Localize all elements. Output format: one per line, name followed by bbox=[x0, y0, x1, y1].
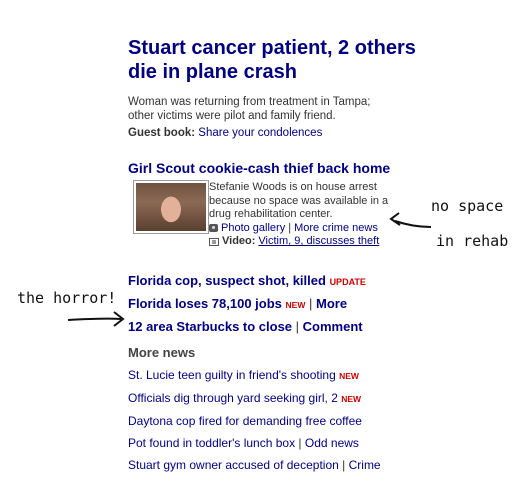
girl-scout-story bbox=[209, 181, 409, 249]
annotation-horror: the horror! bbox=[17, 289, 117, 307]
news-link[interactable]: Pot found in toddler's lunch box bbox=[128, 436, 296, 450]
more-link[interactable]: More bbox=[316, 296, 348, 311]
separator: | bbox=[288, 221, 292, 234]
list-item bbox=[128, 387, 381, 410]
more-news-list bbox=[128, 364, 381, 476]
video-label: Video: bbox=[222, 235, 256, 247]
separator: | bbox=[295, 319, 300, 334]
story-photo[interactable] bbox=[133, 180, 209, 234]
lead-headline[interactable]: Stuart cancer patient, 2 others die in plane crash bbox=[128, 37, 416, 83]
separator: | bbox=[298, 436, 302, 450]
more-crime-news-link[interactable]: More crime news bbox=[294, 221, 378, 234]
news-link[interactable]: St. Lucie teen guilty in friend's shooting bbox=[128, 368, 336, 382]
guestbook-line bbox=[128, 127, 322, 139]
video-icon bbox=[209, 238, 219, 246]
guestbook-link[interactable]: Share your condolences bbox=[198, 127, 323, 139]
girl-scout-headline[interactable]: Girl Scout cookie-cash thief back home bbox=[128, 160, 391, 176]
list-item bbox=[128, 454, 381, 476]
girl-scout-summary: Stefanie Woods is on house arrest because no space was available in a drug rehabilitation center. bbox=[209, 181, 389, 220]
headline-link[interactable]: Florida loses 78,100 jobs bbox=[128, 296, 282, 311]
crime-link[interactable]: Crime bbox=[348, 458, 381, 472]
lead-summary: Woman was returning from treatment in Tampa; other victims were pilot and family friend. bbox=[128, 96, 371, 122]
comment-link[interactable]: Comment bbox=[302, 319, 363, 334]
list-item bbox=[128, 432, 381, 454]
news-link[interactable]: Officials dig through yard seeking girl, 2 bbox=[128, 391, 338, 405]
headline-item bbox=[128, 270, 366, 293]
news-link[interactable]: Daytona cop fired for demanding free coffee bbox=[128, 414, 362, 428]
update-badge: UPDATE bbox=[329, 277, 366, 287]
headline-link[interactable]: Florida cop, suspect shot, killed bbox=[128, 273, 326, 288]
annotation-arrow-left bbox=[66, 308, 128, 328]
headline-item bbox=[128, 316, 366, 337]
new-badge: NEW bbox=[339, 371, 359, 381]
woman-portrait-image bbox=[136, 183, 206, 231]
guestbook-label: Guest book: bbox=[128, 127, 196, 139]
news-link[interactable]: Stuart gym owner accused of deception bbox=[128, 458, 339, 472]
headline-item bbox=[128, 293, 366, 316]
camera-icon bbox=[209, 224, 218, 232]
headline-link[interactable]: 12 area Starbucks to close bbox=[128, 319, 293, 334]
list-item bbox=[128, 410, 381, 432]
gallery-row bbox=[209, 222, 409, 236]
video-row bbox=[209, 235, 409, 249]
headline-list bbox=[128, 270, 366, 337]
annotation-arrow-right bbox=[385, 205, 435, 235]
more-news-heading: More news bbox=[128, 345, 196, 360]
annotation-in-rehab: in rehab bbox=[436, 232, 509, 250]
separator: | bbox=[342, 458, 346, 472]
photo-gallery-link[interactable]: Photo gallery bbox=[221, 221, 286, 234]
new-badge: NEW bbox=[341, 394, 362, 404]
odd-news-link[interactable]: Odd news bbox=[304, 436, 359, 450]
list-item bbox=[128, 364, 381, 387]
new-badge: NEW bbox=[285, 300, 306, 310]
separator: | bbox=[309, 296, 313, 311]
annotation-no-space: no space bbox=[431, 197, 504, 215]
video-link[interactable]: Victim, 9, discusses theft bbox=[258, 235, 380, 247]
